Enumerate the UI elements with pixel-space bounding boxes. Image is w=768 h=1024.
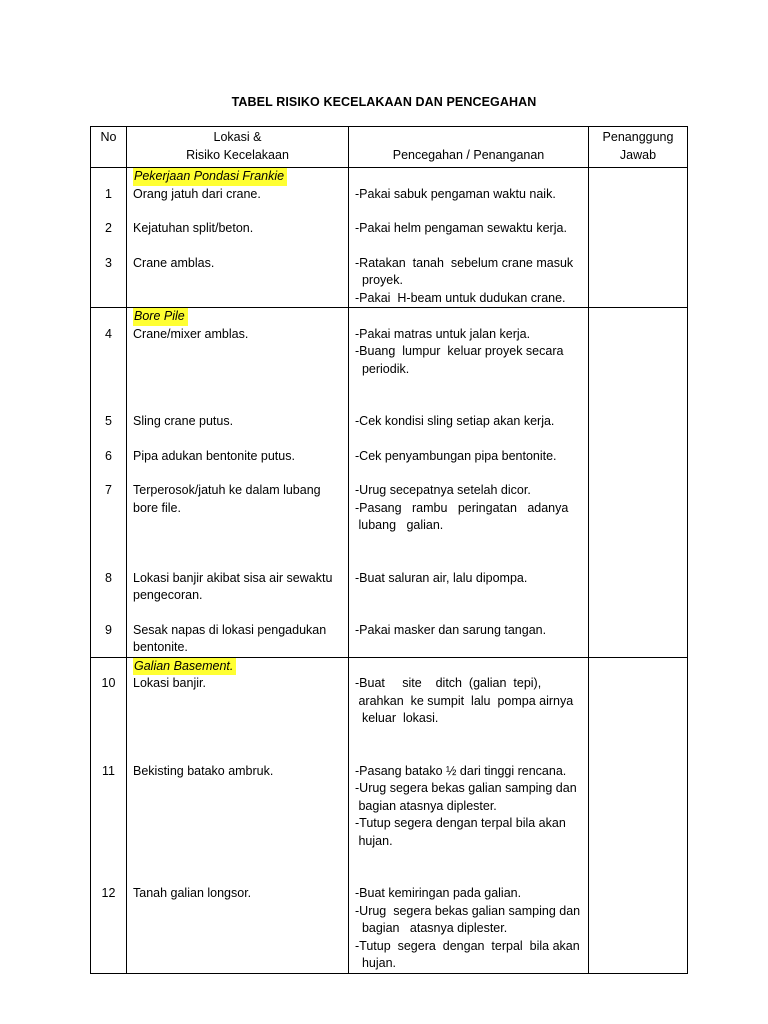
prevention-cell	[349, 657, 589, 973]
risk-text: Bekisting batako ambruk.	[133, 763, 274, 778]
no-cell	[91, 657, 127, 973]
row-number: 3	[105, 255, 112, 270]
prevention-text: -Cek penyambungan pipa bentonite.	[355, 448, 557, 463]
penanggung-jawab-cell	[589, 657, 688, 973]
risk-text: Pipa adukan bentonite putus.	[133, 448, 295, 463]
row-number: 9	[105, 622, 112, 637]
risk-text: Lokasi banjir akibat sisa air sewaktu pengecoran.	[133, 570, 333, 602]
header-pj-line1: Penanggung	[602, 130, 674, 144]
penanggung-jawab-cell	[589, 168, 688, 308]
risk-cell	[127, 168, 349, 308]
row-number: 7	[105, 483, 112, 497]
row-number: 6	[105, 448, 112, 463]
header-lokasi	[127, 127, 349, 168]
table-section-row	[91, 657, 688, 973]
risk-text: Crane amblas.	[133, 255, 215, 270]
header-no: No	[91, 127, 127, 168]
risk-text: Lokasi banjir.	[133, 676, 206, 690]
section-heading: Pekerjaan Pondasi Frankie	[133, 168, 287, 186]
risk-text: Terperosok/jatuh ke dalam lubang bore file.	[133, 483, 321, 515]
risk-text: Kejatuhan split/beton.	[133, 221, 254, 235]
prevention-text: -Buat kemiringan pada galian. -Urug segera bekas galian samping dan bagian atasnya diplester. -Tutup segera dengan terpal bila akan hujan.	[355, 886, 581, 970]
prevention-text: -Urug secepatnya setelah dicor. -Pasang rambu peringatan adanya lubang galian.	[355, 483, 569, 532]
risk-text: Crane/mixer amblas.	[133, 326, 249, 341]
header-penanggung-jawab	[589, 127, 688, 168]
row-number: 8	[105, 570, 112, 585]
row-number: 1	[105, 186, 112, 201]
section-heading: Galian Basement.	[133, 658, 236, 676]
table-header-row	[91, 127, 688, 168]
row-number: 12	[101, 886, 116, 900]
risk-text: Tanah galian longsor.	[133, 886, 252, 900]
table-section-row	[91, 168, 688, 308]
row-number: 11	[102, 763, 115, 778]
prevention-cell	[349, 308, 589, 658]
prevention-text: -Pakai sabuk pengaman waktu naik.	[355, 186, 556, 201]
prevention-text: -Pakai matras untuk jalan kerja. -Buang lumpur keluar proyek secara periodik.	[355, 326, 564, 376]
risk-table	[90, 126, 688, 974]
prevention-cell	[349, 168, 589, 308]
row-number: 4	[105, 326, 112, 341]
risk-text: Orang jatuh dari crane.	[133, 186, 261, 201]
document-title: TABEL RISIKO KECELAKAAN DAN PENCEGAHAN	[231, 95, 537, 109]
header-pencegahan: Pencegahan / Penanganan	[349, 127, 589, 168]
prevention-text: -Pakai helm pengaman sewaktu kerja.	[355, 221, 567, 235]
table-section-row	[91, 308, 688, 658]
prevention-text: -Pakai masker dan sarung tangan.	[355, 622, 547, 637]
no-cell	[91, 308, 127, 658]
prevention-text: -Cek kondisi sling setiap akan kerja.	[355, 414, 555, 428]
header-pj-line2: Jawab	[619, 147, 657, 162]
risk-text: Sesak napas di lokasi pengadukan bentonite.	[133, 622, 327, 654]
prevention-text: -Buat saluran air, lalu dipompa.	[355, 570, 528, 585]
header-lokasi-line1: Lokasi &	[213, 130, 262, 144]
row-number: 10	[101, 676, 116, 690]
section-heading: Bore Pile	[133, 308, 188, 326]
risk-cell	[127, 308, 349, 658]
risk-cell	[127, 657, 349, 973]
penanggung-jawab-cell	[589, 308, 688, 658]
row-number: 2	[105, 221, 112, 235]
prevention-text: -Pasang batako ½ dari tinggi rencana. -Urug segera bekas galian samping dan bagian atasnya diplester. -Tutup segera dengan terpal bila akan hujan.	[355, 763, 577, 848]
no-cell	[91, 168, 127, 308]
header-lokasi-line2: Risiko Kecelakaan	[186, 147, 289, 162]
risk-text: Sling crane putus.	[133, 414, 234, 428]
prevention-text: -Buat site ditch (galian tepi), arahkan ke sumpit lalu pompa airnya keluar lokasi.	[355, 676, 574, 725]
prevention-text: -Ratakan tanah sebelum crane masuk proyek. -Pakai H-beam untuk dudukan crane.	[355, 255, 574, 305]
row-number: 5	[105, 414, 112, 428]
